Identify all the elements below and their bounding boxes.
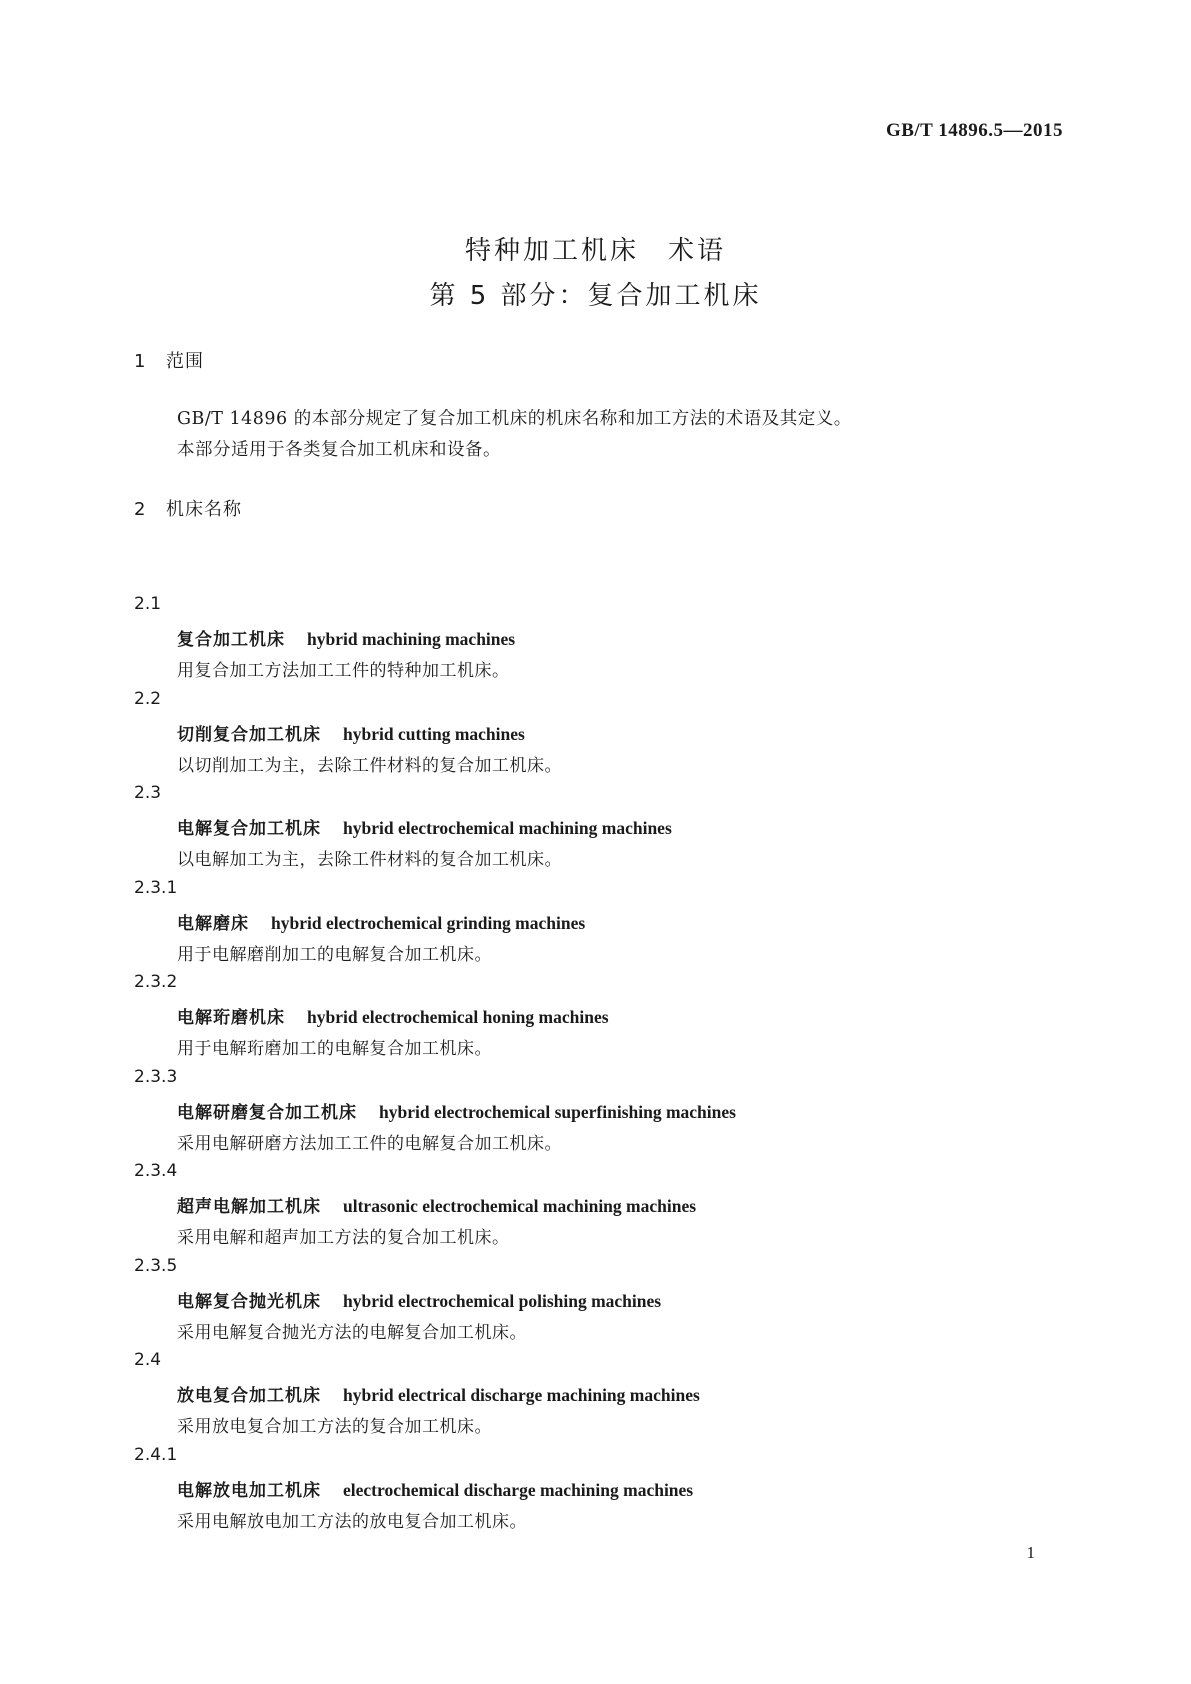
term-chinese: 电解珩磨机床 bbox=[177, 1008, 285, 1028]
term-chinese: 电解复合抛光机床 bbox=[177, 1291, 321, 1312]
entry-number: 2.3.1 bbox=[134, 877, 178, 898]
term-english: hybrid electrical discharge machining machines bbox=[343, 1385, 700, 1405]
entry-definition: 采用电解研磨方法加工工件的电解复合加工机床。 bbox=[177, 1133, 562, 1154]
entry-term bbox=[177, 720, 525, 745]
term-english: hybrid electrochemical machining machines bbox=[343, 818, 672, 838]
term-chinese: 切削复合加工机床 bbox=[177, 724, 321, 745]
term-english: ultrasonic electrochemical machining machines bbox=[343, 1196, 697, 1216]
entry-term bbox=[177, 909, 585, 934]
standard-code: GB/T 14896.5—2015 bbox=[885, 120, 1063, 141]
term-chinese: 电解研磨复合加工机床 bbox=[177, 1102, 357, 1123]
entry-number: 2.3.2 bbox=[134, 972, 178, 992]
document-title-line2: 第 5 部分：复合加工机床 bbox=[429, 281, 762, 311]
entry-number: 2.3.5 bbox=[134, 1255, 178, 1276]
term-english: hybrid electrochemical grinding machines bbox=[271, 912, 586, 933]
entry-definition: 采用电解放电加工方法的放电复合加工机床。 bbox=[177, 1511, 527, 1532]
term-english: hybrid electrochemical superfinishing machines bbox=[379, 1101, 736, 1122]
section-heading-scope bbox=[134, 347, 204, 373]
entry-term bbox=[177, 1476, 693, 1501]
section-number: 2 bbox=[134, 499, 147, 520]
entry-term bbox=[177, 814, 672, 839]
entry-number: 2.4 bbox=[134, 1350, 162, 1370]
term-chinese: 电解磨床 bbox=[177, 913, 249, 934]
entry-term bbox=[177, 1192, 696, 1217]
page-number: 1 bbox=[1026, 1543, 1035, 1562]
entry-definition: 用于电解磨削加工的电解复合加工机床。 bbox=[177, 944, 492, 965]
section-number: 1 bbox=[134, 351, 147, 372]
entry-term bbox=[177, 1287, 661, 1312]
entry-number: 2.1 bbox=[134, 594, 162, 614]
term-english: hybrid machining machines bbox=[307, 629, 516, 649]
entry-term bbox=[177, 1381, 700, 1406]
entry-definition: 采用放电复合加工方法的复合加工机床。 bbox=[177, 1417, 492, 1437]
entry-definition: 以电解加工为主，去除工件材料的复合加工机床。 bbox=[177, 850, 562, 870]
entry-number: 2.4.1 bbox=[134, 1444, 178, 1465]
term-english: electrochemical discharge machining machines bbox=[343, 1479, 694, 1500]
entry-term bbox=[177, 625, 515, 650]
term-chinese: 电解复合加工机床 bbox=[177, 819, 321, 839]
term-chinese: 电解放电加工机床 bbox=[177, 1480, 321, 1501]
term-chinese: 放电复合加工机床 bbox=[177, 1386, 321, 1406]
entry-definition: 以切削加工为主，去除工件材料的复合加工机床。 bbox=[177, 755, 562, 776]
entry-definition: 采用电解复合抛光方法的电解复合加工机床。 bbox=[177, 1322, 527, 1343]
entry-number: 2.3.4 bbox=[134, 1161, 178, 1181]
section-title: 范围 bbox=[166, 351, 204, 372]
document-title-line1: 特种加工机床 术语 bbox=[464, 236, 726, 266]
term-english: hybrid cutting machines bbox=[343, 723, 525, 744]
entry-definition: 用于电解珩磨加工的电解复合加工机床。 bbox=[177, 1039, 492, 1059]
term-english: hybrid electrochemical polishing machines bbox=[343, 1290, 662, 1311]
entry-definition: 采用电解和超声加工方法的复合加工机床。 bbox=[177, 1228, 510, 1248]
entry-definition: 用复合加工方法加工工件的特种加工机床。 bbox=[177, 661, 510, 681]
term-chinese: 复合加工机床 bbox=[177, 630, 285, 650]
term-english: hybrid electrochemical honing machines bbox=[307, 1007, 609, 1027]
entry-number: 2.2 bbox=[134, 688, 162, 709]
entry-term bbox=[177, 1098, 736, 1123]
section-heading-machine-names bbox=[134, 495, 242, 521]
entry-number: 2.3 bbox=[134, 783, 162, 803]
entry-term bbox=[177, 1003, 609, 1028]
entry-number: 2.3.3 bbox=[134, 1066, 178, 1087]
section-title: 机床名称 bbox=[166, 499, 242, 520]
scope-paragraph-1: GB/T 14896 的本部分规定了复合加工机床的机床名称和加工方法的术语及其定义。 bbox=[177, 409, 852, 429]
scope-paragraph-2: 本部分适用于各类复合加工机床和设备。 bbox=[177, 440, 501, 460]
term-chinese: 超声电解加工机床 bbox=[177, 1197, 321, 1217]
